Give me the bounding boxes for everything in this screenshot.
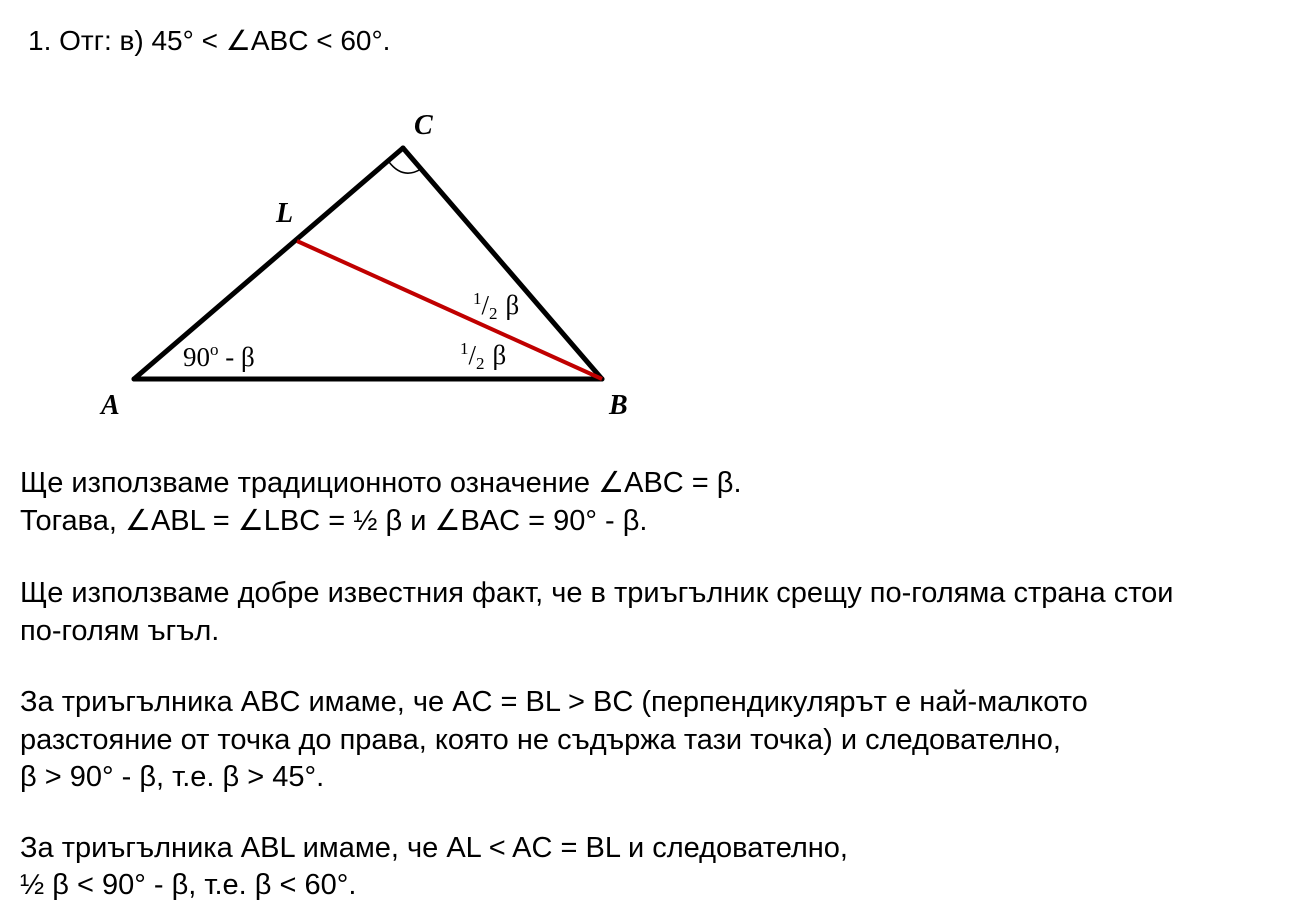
text-line: ½ β < 90° - β, т.е. β < 60°. — [20, 869, 357, 901]
text-line: Тогава, ∠ABL = ∠LBC = ½ β и ∠BAC = 90° - β. — [20, 505, 648, 537]
text-line: За триъгълника ABC имаме, че AC = BL > BC (перпендикулярът е най-малкото — [20, 686, 1088, 718]
angle-label-abl: $^1$/2 β — [460, 339, 507, 373]
point-label-a: A — [101, 390, 120, 421]
text-line: Ще използваме добре известния факт, че в триъгълник срещу по-голяма страна стои — [20, 577, 1174, 609]
side-ac — [134, 148, 403, 379]
point-label-l: L — [276, 198, 294, 229]
point-label-c: C — [414, 110, 433, 141]
angle-label-a: 90$^o$ - β — [183, 340, 255, 372]
text-line: по-голям ъгъл. — [20, 615, 220, 647]
point-label-b: B — [609, 390, 628, 421]
bisector-bl — [297, 241, 602, 379]
text-line: β > 90° - β, т.е. β > 45°. — [20, 761, 325, 793]
text-line: За триъгълника ABL имаме, че AL < AC = BL и следователно, — [20, 832, 848, 864]
text-line: Ще използваме традиционното означение ∠ABC = β. — [20, 467, 742, 499]
angle-label-lbc: $^1$/2 β — [473, 289, 520, 323]
text-line: разстояние от точка до права, която не съдържа тази точка) и следователно, — [20, 724, 1061, 756]
answer-line: 1. Отг: в) 45° < ∠ABC < 60°. — [28, 25, 391, 56]
